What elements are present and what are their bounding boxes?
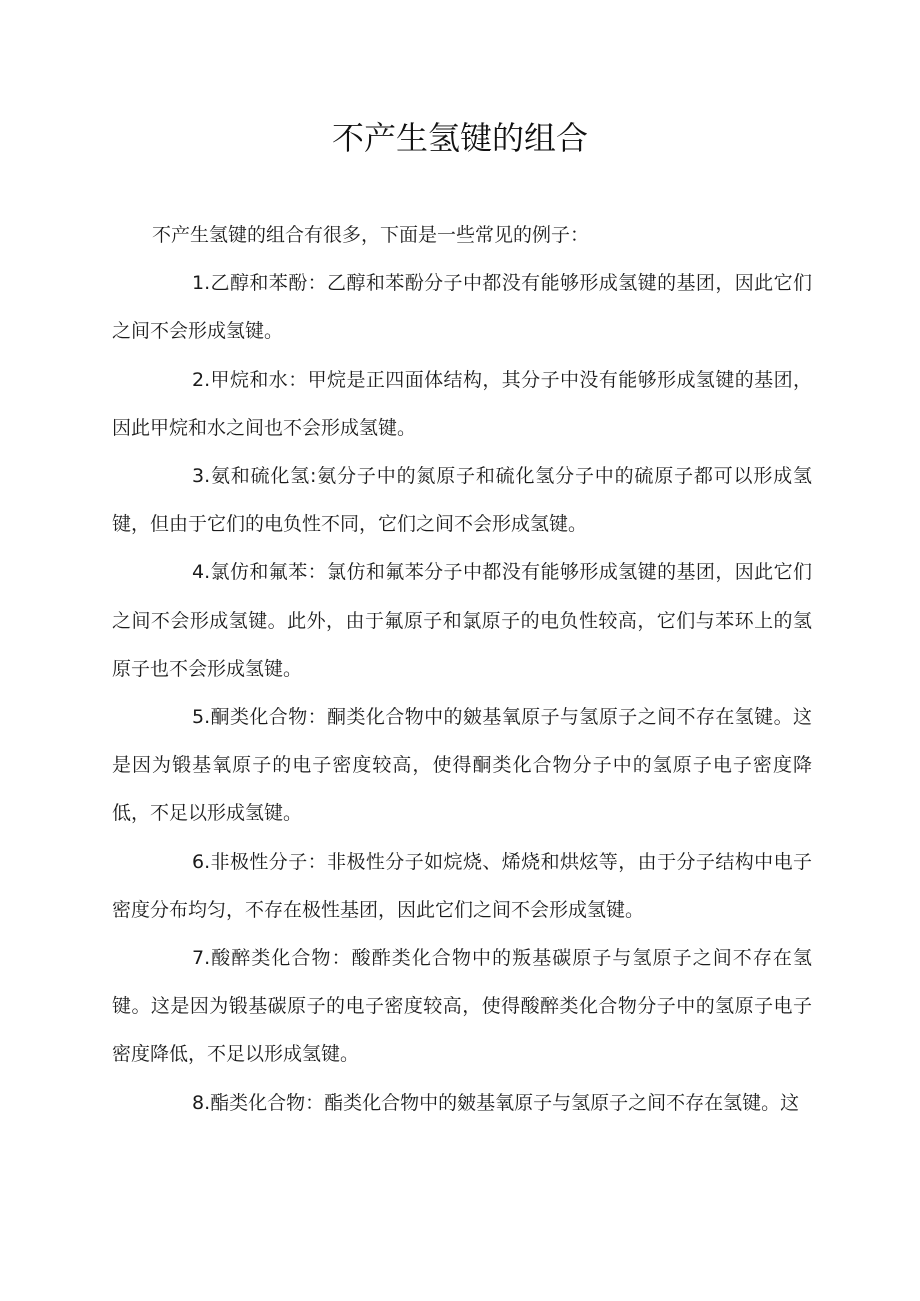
item-number: 7 [192, 947, 205, 970]
item-number: 1 [192, 272, 205, 295]
list-item [112, 693, 812, 838]
item-number: 4 [192, 561, 205, 584]
item-text: .甲烷和水：甲烷是正四面体结构，其分子中没有能够形成氢键的基团，因此甲烷和水之间也不会形成氢键。 [112, 368, 812, 439]
item-text: .酮类化合物：酮类化合物中的皴基氧原子与氢原子之间不存在氢键。这是因为锻基氧原子的电子密度较高，使得酮类化合物分子中的氢原子电子密度降低，不足以形成氢键。 [112, 706, 812, 825]
item-number: 6 [192, 850, 205, 873]
item-text: .酯类化合物：酯类化合物中的皴基氧原子与氢原子之间不存在氢键。这 [204, 1091, 800, 1114]
list-item [112, 356, 812, 452]
item-number: 8 [192, 1091, 205, 1114]
item-number: 3 [192, 465, 205, 488]
list-item [112, 452, 812, 548]
item-number: 2 [192, 368, 205, 391]
item-number: 5 [192, 706, 205, 729]
item-text: .乙醇和苯酚：乙醇和苯酚分子中都没有能够形成氢键的基团，因此它们之间不会形成氢键。 [112, 272, 812, 343]
list-item [112, 934, 812, 1079]
document-body [112, 211, 812, 1127]
item-text: .氨和硫化氢:氨分子中的氮原子和硫化氢分子中的硫原子都可以形成氢键，但由于它们的电负性不同，它们之间不会形成氢键。 [112, 465, 812, 536]
list-item [112, 259, 812, 355]
item-text: .氯仿和氟苯：氯仿和氟苯分子中都没有能够形成氢键的基团，因此它们之间不会形成氢键。此外，由于氟原子和氯原子的电负性较高，它们与苯环上的氢原子也不会形成氢键。 [112, 561, 812, 680]
item-text: .酸醉类化合物：酸酢类化合物中的叛基碳原子与氢原子之间不存在氢键。这是因为锻基碳原子的电子密度较高，使得酸醉类化合物分子中的氢原子电子密度降低，不足以形成氢键。 [112, 947, 812, 1066]
list-item [112, 838, 812, 934]
list-item [112, 548, 812, 693]
page-title: 不产生氢键的组合 [331, 119, 588, 157]
intro-paragraph: 不产生氢键的组合有很多，下面是一些常见的例子： [152, 224, 590, 246]
item-text: .非极性分子：非极性分子如烷烧、烯烧和烘炫等，由于分子结构中电子密度分布均匀，不存在极性基团，因此它们之间不会形成氢键。 [112, 850, 812, 921]
list-item [112, 1079, 812, 1127]
